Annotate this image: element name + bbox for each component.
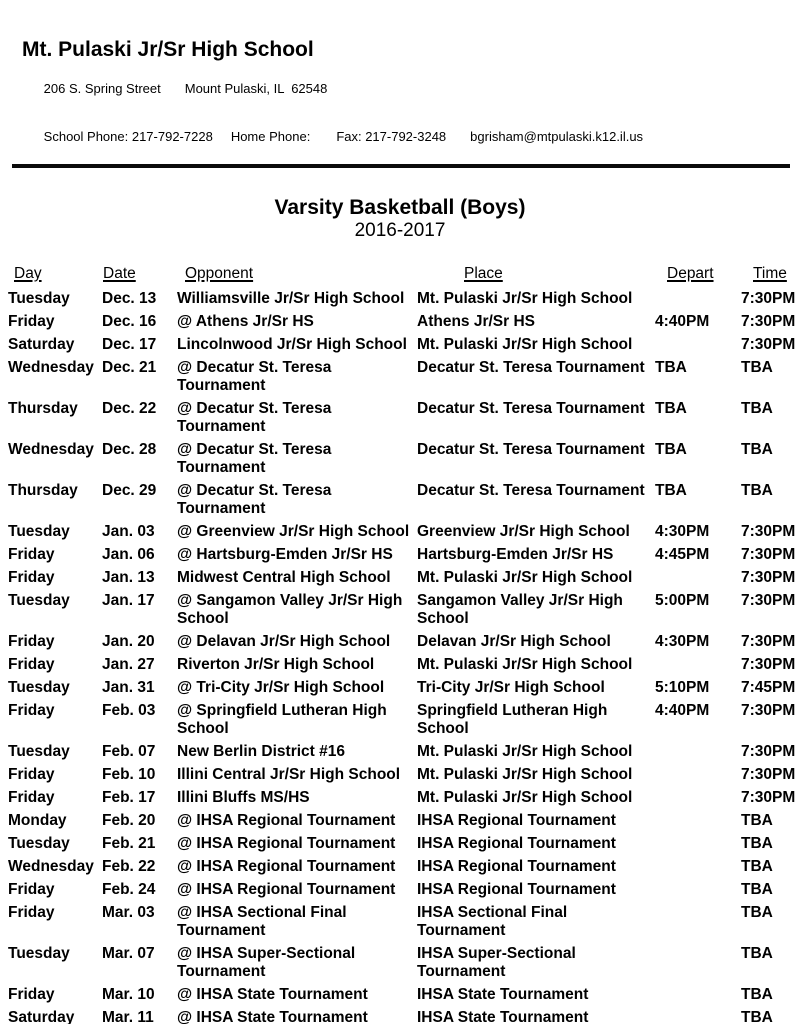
cell-opponent: @ Decatur St. Teresa Tournament	[177, 441, 332, 476]
cell-depart: TBA	[655, 441, 687, 458]
cell-opponent: Lincolnwood Jr/Sr High School	[177, 336, 407, 353]
cell-depart: 4:30PM	[655, 523, 710, 540]
cell-date: Feb. 17	[102, 789, 156, 806]
schedule-header-row	[8, 265, 796, 290]
cell-day: Friday	[8, 904, 55, 921]
schedule-row	[8, 633, 796, 656]
cell-time: TBA	[741, 881, 773, 898]
cell-date: Dec. 21	[102, 359, 157, 376]
cell-opponent: Riverton Jr/Sr High School	[177, 656, 375, 673]
cell-opponent: Midwest Central High School	[177, 569, 391, 586]
column-header-depart: Depart	[667, 265, 714, 282]
cell-date: Dec. 13	[102, 290, 157, 307]
cell-place: Hartsburg-Emden Jr/Sr HS	[417, 546, 614, 563]
cell-date: Dec. 17	[102, 336, 157, 353]
cell-day: Wednesday	[8, 858, 94, 875]
home-phone: Home Phone:	[230, 129, 311, 144]
cell-depart	[651, 743, 735, 766]
column-header-opponent: Opponent	[185, 265, 254, 282]
cell-day: Tuesday	[8, 290, 70, 307]
cell-depart	[651, 1009, 735, 1024]
cell-opponent: @ Athens Jr/Sr HS	[177, 313, 314, 330]
schedule-row	[8, 766, 796, 789]
cell-opponent: @ Springfield Lutheran High School	[177, 702, 387, 737]
cell-day: Monday	[8, 812, 67, 829]
cell-place: IHSA State Tournament	[417, 986, 589, 1003]
cell-date: Dec. 29	[102, 482, 157, 499]
cell-place: Mt. Pulaski Jr/Sr High School	[417, 743, 633, 760]
cell-time: 7:30PM	[741, 656, 796, 673]
cell-time: 7:30PM	[741, 523, 796, 540]
cell-place: Mt. Pulaski Jr/Sr High School	[417, 766, 633, 783]
cell-day: Friday	[8, 789, 55, 806]
schedule-row	[8, 945, 796, 986]
top-divider	[12, 164, 790, 168]
cell-place: Greenview Jr/Sr High School	[417, 523, 630, 540]
cell-place: Decatur St. Teresa Tournament	[417, 441, 645, 458]
schedule-row	[8, 569, 796, 592]
cell-depart: 4:30PM	[655, 633, 710, 650]
cell-place: Athens Jr/Sr HS	[417, 313, 536, 330]
schedule-row	[8, 835, 796, 858]
cell-time: 7:30PM	[741, 766, 796, 783]
schedule-row	[8, 789, 796, 812]
cell-place: IHSA State Tournament	[417, 1009, 589, 1024]
cell-opponent: Illini Central Jr/Sr High School	[177, 766, 401, 783]
cell-day: Friday	[8, 656, 55, 673]
schedule-row	[8, 743, 796, 766]
cell-depart: 4:40PM	[655, 702, 710, 719]
cell-depart: 5:00PM	[655, 592, 710, 609]
column-header-date: Date	[103, 265, 136, 282]
cell-date: Jan. 17	[102, 592, 155, 609]
cell-date: Dec. 28	[102, 441, 157, 458]
schedule-row	[8, 400, 796, 441]
cell-place: IHSA Super-Sectional Tournament	[417, 945, 576, 980]
cell-place: Decatur St. Teresa Tournament	[417, 482, 645, 499]
cell-depart: 5:10PM	[655, 679, 710, 696]
cell-time: 7:30PM	[741, 546, 796, 563]
cell-place: Decatur St. Teresa Tournament	[417, 400, 645, 417]
schedule-row	[8, 441, 796, 482]
address-city: Mount Pulaski, IL 62548	[184, 81, 328, 96]
cell-place: IHSA Regional Tournament	[417, 881, 616, 898]
cell-place: Mt. Pulaski Jr/Sr High School	[417, 290, 633, 307]
cell-depart	[651, 290, 735, 313]
cell-opponent: @ Delavan Jr/Sr High School	[177, 633, 391, 650]
cell-time: TBA	[741, 904, 773, 921]
cell-date: Jan. 06	[102, 546, 155, 563]
cell-date: Jan. 31	[102, 679, 155, 696]
schedule-table	[8, 265, 796, 1024]
cell-time: 7:30PM	[741, 336, 796, 353]
cell-depart: TBA	[655, 482, 687, 499]
cell-time: 7:30PM	[741, 313, 796, 330]
cell-depart	[651, 904, 735, 945]
schedule-row	[8, 986, 796, 1009]
cell-time: 7:30PM	[741, 702, 796, 719]
cell-date: Mar. 10	[102, 986, 155, 1003]
schedule-row	[8, 1009, 796, 1024]
cell-time: 7:45PM	[741, 679, 796, 696]
cell-opponent: @ IHSA Regional Tournament	[177, 812, 396, 829]
schedule-row	[8, 290, 796, 313]
cell-time: TBA	[741, 1009, 773, 1024]
cell-day: Thursday	[8, 400, 78, 417]
cell-depart	[651, 812, 735, 835]
cell-date: Jan. 03	[102, 523, 155, 540]
cell-opponent: @ IHSA Regional Tournament	[177, 835, 396, 852]
cell-time: TBA	[741, 400, 773, 417]
cell-day: Friday	[8, 702, 55, 719]
cell-date: Feb. 20	[102, 812, 156, 829]
cell-time: TBA	[741, 835, 773, 852]
schedule-row	[8, 359, 796, 400]
cell-time: 7:30PM	[741, 569, 796, 586]
cell-place: Decatur St. Teresa Tournament	[417, 359, 645, 376]
cell-opponent: @ IHSA Regional Tournament	[177, 881, 396, 898]
schedule-row	[8, 336, 796, 359]
cell-depart: TBA	[655, 400, 687, 417]
cell-place: Sangamon Valley Jr/Sr High School	[417, 592, 623, 627]
cell-day: Wednesday	[8, 359, 94, 376]
cell-opponent: @ IHSA Super-Sectional Tournament	[177, 945, 356, 980]
cell-time: TBA	[741, 986, 773, 1003]
cell-day: Tuesday	[8, 592, 70, 609]
cell-day: Friday	[8, 546, 55, 563]
cell-place: Tri-City Jr/Sr High School	[417, 679, 605, 696]
cell-depart	[651, 789, 735, 812]
cell-depart	[651, 766, 735, 789]
school-address	[22, 66, 800, 111]
cell-opponent: Illini Bluffs MS/HS	[177, 789, 310, 806]
cell-time: 7:30PM	[741, 290, 796, 307]
cell-day: Thursday	[8, 482, 78, 499]
cell-time: 7:30PM	[741, 743, 796, 760]
cell-opponent: @ Decatur St. Teresa Tournament	[177, 482, 332, 517]
cell-time: TBA	[741, 482, 773, 499]
cell-time: 7:30PM	[741, 633, 796, 650]
cell-place: IHSA Regional Tournament	[417, 858, 616, 875]
school-phone: School Phone: 217-792-7228	[43, 129, 213, 144]
cell-opponent: @ Greenview Jr/Sr High School	[177, 523, 410, 540]
cell-place: Mt. Pulaski Jr/Sr High School	[417, 569, 633, 586]
cell-depart	[651, 986, 735, 1009]
cell-depart: 4:45PM	[655, 546, 710, 563]
cell-time: 7:30PM	[741, 789, 796, 806]
email-address: bgrisham@mtpulaski.k12.il.us	[470, 129, 644, 144]
cell-opponent: @ IHSA Sectional Final Tournament	[177, 904, 347, 939]
cell-depart: TBA	[655, 359, 687, 376]
cell-date: Feb. 22	[102, 858, 156, 875]
cell-day: Friday	[8, 313, 55, 330]
cell-date: Jan. 20	[102, 633, 155, 650]
schedule-row	[8, 881, 796, 904]
cell-time: TBA	[741, 441, 773, 458]
cell-place: Mt. Pulaski Jr/Sr High School	[417, 789, 633, 806]
cell-date: Jan. 27	[102, 656, 155, 673]
cell-depart	[651, 835, 735, 858]
cell-opponent: @ Sangamon Valley Jr/Sr High School	[177, 592, 403, 627]
cell-date: Feb. 10	[102, 766, 156, 783]
cell-opponent: @ Decatur St. Teresa Tournament	[177, 359, 332, 394]
cell-place: Mt. Pulaski Jr/Sr High School	[417, 336, 633, 353]
cell-depart	[651, 656, 735, 679]
season-subtitle: 2016-2017	[354, 220, 446, 241]
cell-depart	[651, 569, 735, 592]
cell-date: Mar. 03	[102, 904, 155, 921]
column-header-day: Day	[14, 265, 42, 282]
schedule-row	[8, 313, 796, 336]
cell-opponent: @ IHSA State Tournament	[177, 986, 368, 1003]
cell-depart	[651, 858, 735, 881]
cell-day: Tuesday	[8, 835, 70, 852]
column-header-place: Place	[464, 265, 503, 282]
fax-number: Fax: 217-792-3248	[336, 129, 447, 144]
address-street: 206 S. Spring Street	[43, 81, 161, 96]
schedule-row	[8, 546, 796, 569]
cell-date: Feb. 07	[102, 743, 156, 760]
cell-place: IHSA Regional Tournament	[417, 812, 616, 829]
cell-day: Wednesday	[8, 441, 94, 458]
school-contact	[22, 114, 800, 159]
cell-date: Mar. 11	[102, 1009, 154, 1024]
cell-place: Mt. Pulaski Jr/Sr High School	[417, 656, 633, 673]
column-header-time: Time	[753, 265, 787, 282]
cell-depart	[651, 336, 735, 359]
cell-day: Tuesday	[8, 523, 70, 540]
cell-time: TBA	[741, 945, 773, 962]
cell-place: Delavan Jr/Sr High School	[417, 633, 611, 650]
schedule-row	[8, 482, 796, 523]
cell-opponent: @ IHSA Regional Tournament	[177, 858, 396, 875]
cell-place: IHSA Sectional Final Tournament	[417, 904, 568, 939]
cell-opponent: @ Hartsburg-Emden Jr/Sr HS	[177, 546, 393, 563]
schedule-row	[8, 656, 796, 679]
cell-opponent: New Berlin District #16	[177, 743, 345, 760]
cell-date: Feb. 21	[102, 835, 156, 852]
cell-day: Friday	[8, 986, 55, 1003]
document-title: Varsity Basketball (Boys)	[274, 196, 526, 219]
cell-time: TBA	[741, 858, 773, 875]
cell-opponent: @ Decatur St. Teresa Tournament	[177, 400, 332, 435]
cell-date: Dec. 16	[102, 313, 157, 330]
schedule-row	[8, 702, 796, 743]
cell-date: Feb. 03	[102, 702, 156, 719]
school-letterhead	[0, 38, 800, 159]
cell-place: Springfield Lutheran High School	[417, 702, 608, 737]
cell-opponent: @ IHSA State Tournament	[177, 1009, 368, 1024]
cell-date: Mar. 07	[102, 945, 155, 962]
cell-day: Saturday	[8, 1009, 75, 1024]
document-title-block	[0, 196, 800, 241]
cell-day: Friday	[8, 881, 55, 898]
schedule-row	[8, 904, 796, 945]
cell-day: Tuesday	[8, 743, 70, 760]
cell-date: Feb. 24	[102, 881, 156, 898]
schedule-row	[8, 523, 796, 546]
cell-day: Tuesday	[8, 679, 70, 696]
cell-day: Saturday	[8, 336, 75, 353]
cell-depart	[651, 881, 735, 904]
cell-place: IHSA Regional Tournament	[417, 835, 616, 852]
cell-time: TBA	[741, 812, 773, 829]
cell-depart: 4:40PM	[655, 313, 710, 330]
cell-day: Friday	[8, 766, 55, 783]
cell-day: Friday	[8, 569, 55, 586]
schedule-row	[8, 679, 796, 702]
cell-time: TBA	[741, 359, 773, 376]
schedule-row	[8, 592, 796, 633]
cell-opponent: Williamsville Jr/Sr High School	[177, 290, 405, 307]
cell-opponent: @ Tri-City Jr/Sr High School	[177, 679, 385, 696]
cell-day: Friday	[8, 633, 55, 650]
cell-day: Tuesday	[8, 945, 70, 962]
school-name: Mt. Pulaski Jr/Sr High School	[22, 38, 314, 61]
cell-date: Jan. 13	[102, 569, 155, 586]
schedule-row	[8, 858, 796, 881]
cell-depart	[651, 945, 735, 986]
cell-date: Dec. 22	[102, 400, 157, 417]
schedule-row	[8, 812, 796, 835]
cell-time: 7:30PM	[741, 592, 796, 609]
